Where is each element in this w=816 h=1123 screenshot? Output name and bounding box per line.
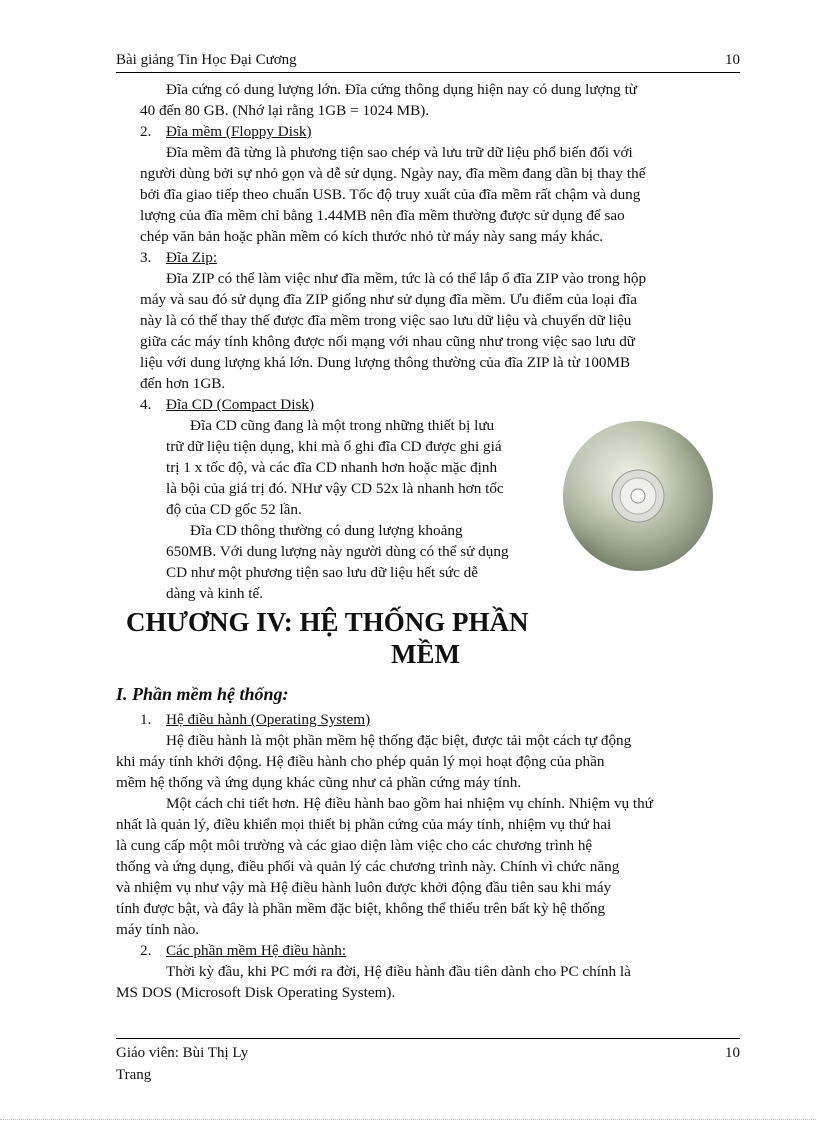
text-line: Một cách chi tiết hơn. Hệ điều hành bao gồm hai nhiệm vụ chính. Nhiệm vụ thứ <box>166 795 653 812</box>
header-page-number: 10 <box>725 52 740 68</box>
text-line: CD như một phương tiện sao lưu dữ liệu hết sức dễ <box>166 564 478 581</box>
list-heading: Các phần mềm Hệ điều hành: <box>166 942 347 959</box>
text-line: Đĩa CD thông thường có dung lượng khoảng <box>190 522 463 539</box>
text-line: liệu với dung lượng khá lớn. Dung lượng thông thường của đĩa ZIP là từ 100MB <box>140 354 631 371</box>
text-line: Đĩa CD cũng đang là một trong những thiết bị lưu <box>190 417 495 434</box>
list-number: 1. <box>140 711 152 728</box>
text-line: đến hơn 1GB. <box>140 375 226 392</box>
text-line: và nhiệm vụ như vậy mà Hệ điều hành luôn được khởi động đầu tiên sau khi máy <box>116 879 612 896</box>
footer-trang: Trang <box>116 1067 152 1083</box>
text-line: Hệ điều hành là một phần mềm hệ thống đặc biệt, được tải một cách tự động <box>166 732 632 749</box>
cd-disc-icon <box>562 420 714 572</box>
page-footer <box>116 1038 740 1083</box>
list-number: 3. <box>140 249 152 266</box>
text-line: là bội của giá trị đó. NHư vậy CD 52x là nhanh hơn tốc <box>166 480 504 497</box>
list-number: 2. <box>140 942 152 959</box>
text-line: chép văn bản hoặc phần mềm có kích thước nhỏ từ máy này sang máy khác. <box>140 228 604 245</box>
text-line: độ của CD gốc 52 lần. <box>166 501 302 518</box>
text-line: máy tính nào. <box>116 921 200 938</box>
chapter-title: CHƯƠNG IV: HỆ THỐNG PHẦN <box>126 607 529 637</box>
text-line: Đĩa ZIP có thể làm việc như đĩa mềm, tức là có thể lắp ổ đĩa ZIP vào trong hộp <box>166 270 647 287</box>
text-line: dàng và kinh tế. <box>166 585 264 602</box>
text-line: trữ dữ liệu tiện dụng, khi mà ổ ghi đĩa CD được ghi giá <box>166 438 502 455</box>
list-heading: Đĩa CD (Compact Disk) <box>166 396 315 413</box>
text-line: lượng của đĩa mềm chỉ bằng 1.44MB nên đĩa mềm thường được sử dụng để sao <box>140 207 625 224</box>
text-line: Thời kỳ đầu, khi PC mới ra đời, Hệ điều hành đầu tiên dành cho PC chính là <box>166 963 631 980</box>
page-boundary-divider <box>0 1119 816 1120</box>
list-heading: Hệ điều hành (Operating System) <box>166 711 371 728</box>
page-header <box>116 50 740 73</box>
text-line: nhất là quản lý, điều khiển mọi thiết bị phần cứng của máy tính, nhiệm vụ thứ hai <box>116 816 612 833</box>
text-line: MS DOS (Microsoft Disk Operating System). <box>116 984 396 1001</box>
text-line: trị 1 x tốc độ, và các đĩa CD nhanh hơn hoặc mặc định <box>166 459 498 476</box>
chapter-title-cont: MỀM <box>391 639 460 669</box>
text-line: mềm hệ thống và ứng dụng khác cũng như cả phần cứng máy tính. <box>116 774 522 791</box>
text-line: giữa các máy tính không được nối mạng với nhau cũng như trong việc sao lưu dữ <box>140 333 636 350</box>
text-line: này là có thể thay thế được đĩa mềm trong việc sao lưu dữ liệu và chuyển dữ liệu <box>140 312 632 329</box>
text-line: 40 đến 80 GB. (Nhớ lại rằng 1GB = 1024 MB). <box>140 102 430 119</box>
text-line: máy và sau đó sử dụng đĩa ZIP giống như sử dụng đĩa mềm. Ưu điểm của loại đĩa <box>140 291 637 308</box>
text-line: khi máy tính khởi động. Hệ điều hành cho phép quản lý mọi hoạt động của phần <box>116 753 605 770</box>
list-heading: Đĩa Zip: <box>166 249 218 266</box>
text-line: người dùng bởi sự nhỏ gọn và dễ sử dụng. Ngày nay, đĩa mềm đang dần bị thay thế <box>140 165 646 182</box>
header-title: Bài giảng Tin Học Đại Cương <box>116 52 297 68</box>
list-number: 2. <box>140 123 152 140</box>
list-heading: Đĩa mềm (Floppy Disk) <box>166 123 312 140</box>
text-line: tính được bật, và đây là phần mềm đặc biệt, không thể thiếu trên bất kỳ hệ thống <box>116 900 606 917</box>
text-line: Đĩa mềm đã từng là phương tiện sao chép và lưu trữ dữ liệu phổ biến đối với <box>166 144 633 161</box>
list-number: 4. <box>140 396 152 413</box>
text-line: thống và ứng dụng, điều phối và quản lý các chương trình này. Chính vì chức năng <box>116 858 620 875</box>
text-line: 650MB. Với dung lượng này người dùng có thể sử dụng <box>166 543 509 560</box>
section-heading: I. Phần mềm hệ thống: <box>116 684 289 704</box>
text-line: bởi đĩa giao tiếp theo chuẩn USB. Tốc độ truy xuất của đĩa mềm rất chậm và dung <box>140 186 641 203</box>
footer-page-number: 10 <box>725 1045 740 1061</box>
text-line: Đĩa cứng có dung lượng lớn. Đĩa cứng thông dụng hiện nay có dung lượng từ <box>166 81 638 98</box>
text-line: là cung cấp một môi trường và các giao diện làm việc cho các chương trình hệ <box>116 837 593 854</box>
footer-teacher: Giáo viên: Bùi Thị Ly <box>116 1045 249 1061</box>
